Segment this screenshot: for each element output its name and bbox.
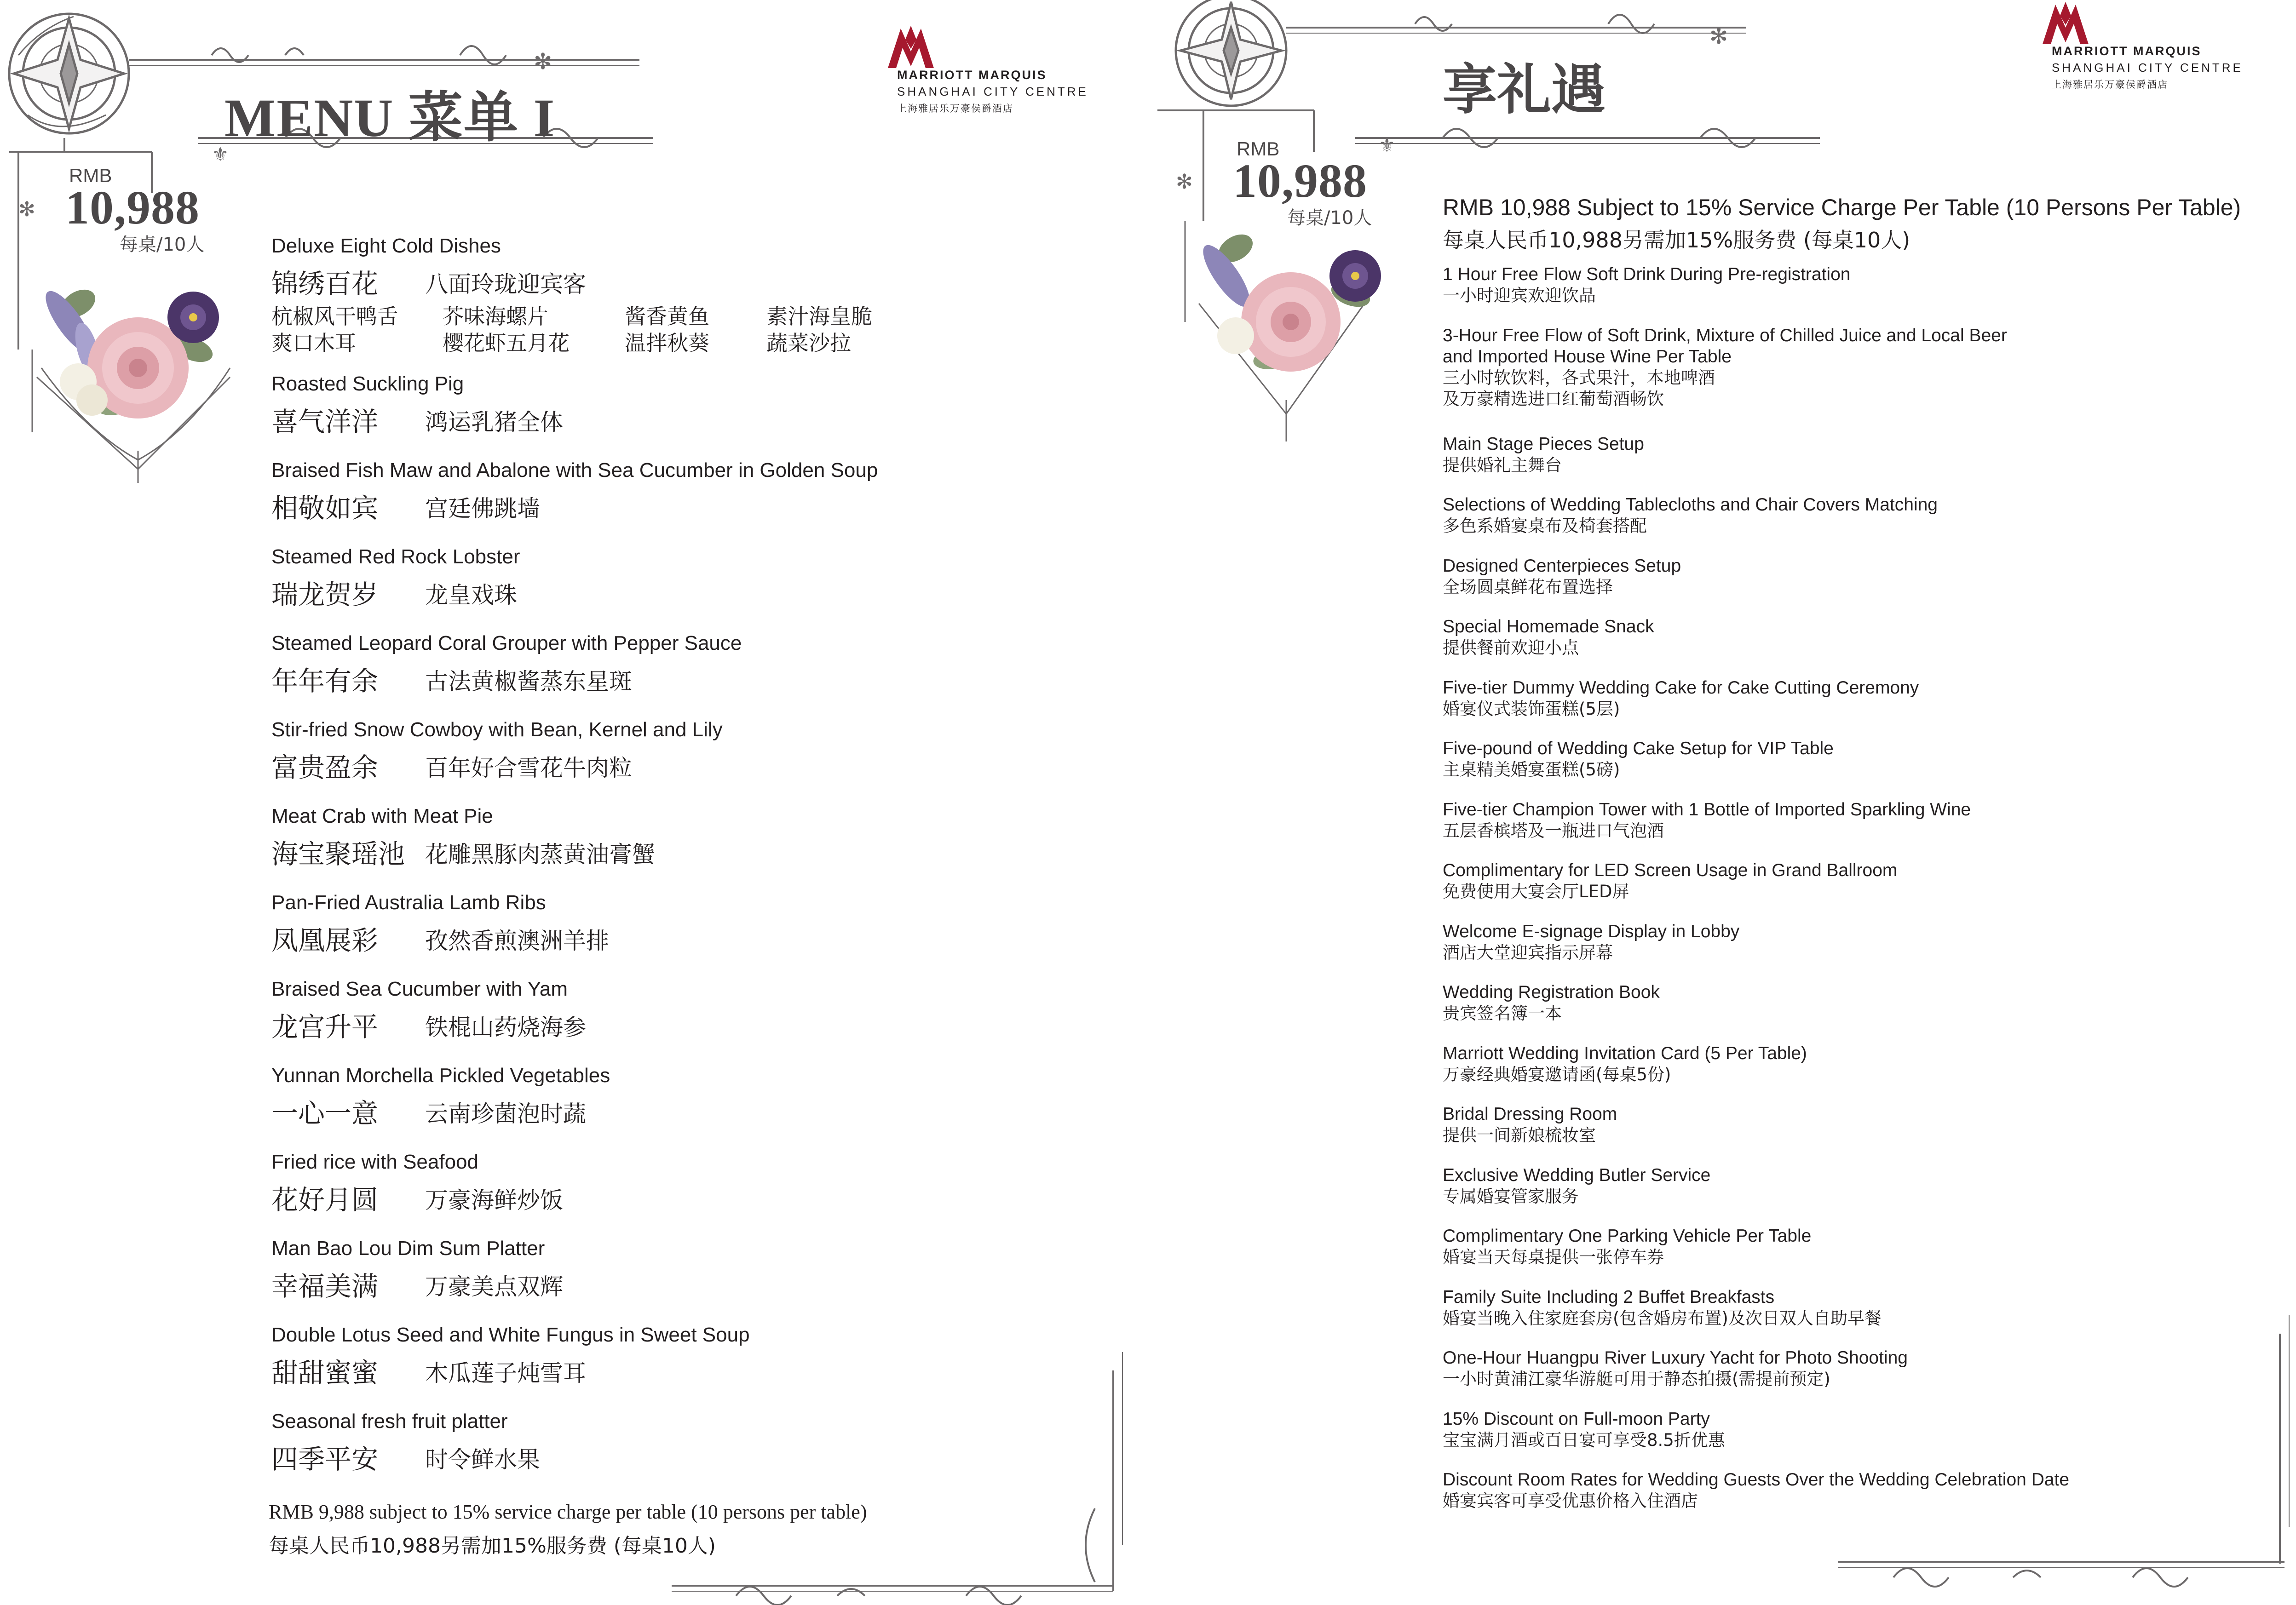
cold-dish-item: 温拌秋葵 <box>625 331 709 355</box>
perk-chinese: 贵宾签名簿一本 <box>1443 1003 1562 1023</box>
dish-chinese-name: 富贵盈余 <box>271 752 379 783</box>
perk-chinese: 提供婚礼主舞台 <box>1443 455 1562 475</box>
perk-item <box>1443 494 2225 556</box>
perk-item <box>1443 434 2225 495</box>
perk-chinese: 五层香槟塔及一瓶进口气泡酒 <box>1443 820 1664 841</box>
perk-chinese: 婚宴宾客可享受优惠价格入住酒店 <box>1443 1491 1698 1511</box>
perk-chinese: 提供一间新娘梳妆室 <box>1443 1125 1596 1145</box>
dish-chinese-name: 一心一意 <box>271 1098 379 1129</box>
footer-price-chinese: 每桌人民币10,988另需加15%服务费 (每桌10人) <box>269 1534 716 1558</box>
dish-english-name: Fried rice with Seafood <box>271 1151 478 1173</box>
dish-english-name: Steamed Leopard Coral Grouper with Pepper Sauce <box>271 632 742 654</box>
dish-english-name: Steamed Red Rock Lobster <box>271 545 520 568</box>
perk-english: 15% Discount on Full-moon Party <box>1443 1409 1710 1429</box>
dish-english-name: Braised Fish Maw and Abalone with Sea Cucumber in Golden Soup <box>271 459 878 482</box>
dish-english-name: Man Bao Lou Dim Sum Platter <box>271 1237 545 1260</box>
perk-item <box>1443 677 2225 739</box>
menu-price-footer <box>269 1500 867 1559</box>
perk-chinese: 婚宴当天每桌提供一张停车券 <box>1443 1247 1664 1267</box>
perk-item <box>1443 1226 2225 1287</box>
perk-item <box>1443 982 2225 1043</box>
perk-english: One-Hour Huangpu River Luxury Yacht for Photo Shooting <box>1443 1348 1908 1368</box>
menu-dish <box>271 545 961 632</box>
brand-name: MARRIOTT MARQUIS <box>897 68 1047 82</box>
menu-dish-cold-dishes <box>271 235 961 373</box>
footer-price-english: RMB 9,988 subject to 15% service charge per table (10 persons per table) <box>269 1501 867 1523</box>
menu-dish <box>271 1410 961 1496</box>
dish-chinese-desc: 花雕黑豚肉蒸黄油膏蟹 <box>425 841 655 868</box>
menu-dish <box>271 891 961 978</box>
dish-english-name: Meat Crab with Meat Pie <box>271 805 493 827</box>
brand-name: MARRIOTT MARQUIS <box>2052 44 2202 58</box>
dish-english-name: Yunnan Morchella Pickled Vegetables <box>271 1064 610 1087</box>
perk-english: Five-tier Champion Tower with 1 Bottle of Imported Sparkling Wine <box>1443 799 1971 820</box>
marriott-m-icon <box>2038 0 2093 46</box>
perk-item <box>1443 1469 2225 1530</box>
brand-chinese-name: 上海雅居乐万豪侯爵酒店 <box>897 103 1013 114</box>
perk-english: Discount Room Rates for Wedding Guests Over the Wedding Celebration Date <box>1443 1470 2070 1490</box>
brand-chinese-name: 上海雅居乐万豪侯爵酒店 <box>2052 79 2168 90</box>
dish-chinese-name: 龙宫升平 <box>271 1011 379 1043</box>
cold-dish-item: 爽口木耳 <box>271 331 356 355</box>
cold-dish-item: 素汁海皇脆 <box>766 304 872 329</box>
perk-item <box>1443 616 2225 677</box>
svg-text:⚜: ⚜ <box>212 143 229 165</box>
cold-dish-item: 杭椒风干鸭舌 <box>271 304 398 329</box>
dish-chinese-name: 四季平安 <box>271 1444 379 1475</box>
dish-english-name: Stir-fried Snow Cowboy with Bean, Kernel and Lily <box>271 718 723 741</box>
svg-text:✻: ✻ <box>18 198 35 221</box>
perk-item <box>1443 1409 2225 1470</box>
price-amount: 10,988 <box>1233 155 1367 207</box>
dish-chinese-desc: 八面玲珑迎宾客 <box>425 271 586 298</box>
perk-chinese: 婚宴仪式装饰蛋糕(5层) <box>1443 699 1620 719</box>
price-per-table: 每桌/10人 <box>120 234 205 255</box>
perk-english: 3-Hour Free Flow of Soft Drink, Mixture of Chilled Juice and Local Beer <box>1443 325 2007 345</box>
dish-chinese-desc: 万豪海鲜炒饭 <box>425 1187 563 1214</box>
dish-english-name: Deluxe Eight Cold Dishes <box>271 235 501 257</box>
perk-item <box>1443 1043 2225 1104</box>
menu-dish <box>271 459 961 545</box>
dish-chinese-name: 瑞龙贺岁 <box>271 579 379 610</box>
dish-chinese-desc: 万豪美点双辉 <box>425 1273 563 1300</box>
perks-price-chinese: 每桌人民币10,988另需加15%服务费 (每桌10人) <box>1443 228 1910 252</box>
dish-chinese-desc: 云南珍菌泡时蔬 <box>425 1101 586 1127</box>
perk-item <box>1443 556 2225 617</box>
dish-chinese-desc: 时令鲜水果 <box>425 1446 540 1473</box>
perk-english: Family Suite Including 2 Buffet Breakfasts <box>1443 1287 1775 1307</box>
dish-chinese-desc: 龙皇戏珠 <box>425 582 517 608</box>
dish-chinese-name: 甜甜蜜蜜 <box>271 1357 379 1388</box>
dish-english-name: Roasted Suckling Pig <box>271 373 464 395</box>
menu-title: MENU 菜单 I <box>224 88 556 148</box>
perk-item <box>1443 860 2225 921</box>
perk-chinese-line2: 及万豪精选进口红葡萄酒畅饮 <box>1443 389 1664 409</box>
perk-chinese: 万豪经典婚宴邀请函(每桌5份) <box>1443 1064 1671 1084</box>
dish-chinese-desc: 孜然香煎澳洲羊排 <box>425 928 609 954</box>
perks-list <box>1443 264 2225 1530</box>
perk-chinese: 提供餐前欢迎小点 <box>1443 638 1579 658</box>
price-currency: RMB <box>69 165 112 186</box>
perk-item <box>1443 1347 2225 1409</box>
brand-location: SHANGHAI CITY CENTRE <box>897 85 1088 98</box>
dish-chinese-name: 海宝聚瑶池 <box>271 838 405 870</box>
perk-english: Welcome E-signage Display in Lobby <box>1443 921 1740 941</box>
price-currency: RMB <box>1237 138 1280 160</box>
perk-english: Five-pound of Wedding Cake Setup for VIP Table <box>1443 739 1834 758</box>
dish-chinese-desc: 百年好合雪花牛肉粒 <box>425 755 632 781</box>
perk-english: Designed Centerpieces Setup <box>1443 556 1681 576</box>
menu-dish <box>271 1324 961 1410</box>
dish-english-name: Seasonal fresh fruit platter <box>271 1410 508 1433</box>
perk-english: Selections of Wedding Tablecloths and Chair Covers Matching <box>1443 495 1938 515</box>
perk-english: Main Stage Pieces Setup <box>1443 434 1644 454</box>
perk-chinese: 婚宴当晚入住家庭套房(包含婚房布置)及次日双人自助早餐 <box>1443 1308 1882 1328</box>
dish-chinese-desc: 古法黄椒酱蒸东星斑 <box>425 668 632 695</box>
dish-english-name: Pan-Fried Australia Lamb Ribs <box>271 891 546 914</box>
perk-item <box>1443 264 2225 325</box>
perk-english: Marriott Wedding Invitation Card (5 Per Table) <box>1443 1043 1807 1063</box>
perk-item <box>1443 921 2225 982</box>
perk-item <box>1443 325 2225 434</box>
price-amount: 10,988 <box>65 181 200 234</box>
perk-chinese: 酒店大堂迎宾指示屏幕 <box>1443 942 1613 963</box>
perk-chinese: 免费使用大宴会厅LED屏 <box>1443 882 1629 901</box>
menu-dish <box>271 978 961 1064</box>
dish-chinese-desc: 木瓜莲子炖雪耳 <box>425 1360 586 1387</box>
dish-chinese-name: 相敬如宾 <box>271 493 379 524</box>
perk-english: Special Homemade Snack <box>1443 617 1654 636</box>
perk-chinese: 一小时黄浦江豪华游艇可用于静态拍摄(需提前预定) <box>1443 1369 1830 1389</box>
dish-english-name: Braised Sea Cucumber with Yam <box>271 978 568 1000</box>
perk-english: Exclusive Wedding Butler Service <box>1443 1165 1711 1185</box>
perk-chinese: 专属婚宴管家服务 <box>1443 1186 1579 1206</box>
menu-dish <box>271 373 961 459</box>
dish-chinese-name: 锦绣百花 <box>271 268 379 299</box>
perks-price-header <box>1443 194 2241 254</box>
perk-english-line2: and Imported House Wine Per Table <box>1443 346 1732 367</box>
dish-chinese-name: 花好月圆 <box>271 1184 379 1215</box>
perk-chinese: 宝宝满月酒或百日宴可享受8.5折优惠 <box>1443 1430 1725 1450</box>
menu-dish <box>271 1237 961 1324</box>
svg-text:✻: ✻ <box>534 50 552 74</box>
menu-dish-list <box>271 235 961 1496</box>
perks-price-english: RMB 10,988 Subject to 15% Service Charge Per Table (10 Persons Per Table) <box>1443 195 2241 220</box>
svg-text:✻: ✻ <box>1709 24 1728 49</box>
perk-item <box>1443 1165 2225 1226</box>
perk-item <box>1443 799 2225 860</box>
menu-dish <box>271 718 961 805</box>
dish-chinese-desc: 鸿运乳猪全体 <box>425 409 563 436</box>
marriott-m-icon <box>883 24 938 70</box>
perk-english: 1 Hour Free Flow Soft Drink During Pre-registration <box>1443 264 1851 284</box>
menu-dish <box>271 805 961 891</box>
perk-english: Complimentary for LED Screen Usage in Grand Ballroom <box>1443 860 1898 880</box>
perk-chinese: 主桌精美婚宴蛋糕(5磅) <box>1443 760 1620 780</box>
brand-location: SHANGHAI CITY CENTRE <box>2052 61 2243 75</box>
svg-text:⚜: ⚜ <box>1378 134 1396 156</box>
perk-item <box>1443 738 2225 799</box>
perk-item <box>1443 1287 2225 1348</box>
perk-english: Wedding Registration Book <box>1443 982 1660 1002</box>
dish-chinese-desc: 铁棍山药烧海参 <box>425 1014 586 1041</box>
perk-chinese: 多色系婚宴桌布及椅套搭配 <box>1443 516 1647 536</box>
menu-dish <box>271 632 961 718</box>
perk-chinese: 三小时软饮料，各式果汁，本地啤酒 <box>1443 367 1715 388</box>
dish-chinese-name: 幸福美满 <box>271 1271 379 1302</box>
cold-dish-item: 樱花虾五月花 <box>443 331 570 355</box>
dish-chinese-name: 喜气洋洋 <box>271 406 379 437</box>
cold-dish-item: 酱香黄鱼 <box>625 304 709 329</box>
perk-english: Complimentary One Parking Vehicle Per Table <box>1443 1226 1812 1246</box>
perk-english: Bridal Dressing Room <box>1443 1104 1617 1124</box>
dish-english-name: Double Lotus Seed and White Fungus in Sweet Soup <box>271 1324 750 1346</box>
perk-item <box>1443 1104 2225 1165</box>
dish-chinese-desc: 宫廷佛跳墙 <box>425 495 540 522</box>
menu-dish <box>271 1151 961 1237</box>
price-per-table: 每桌/10人 <box>1287 207 1372 229</box>
perk-chinese: 全场圆桌鲜花布置选择 <box>1443 577 1613 597</box>
svg-text:✻: ✻ <box>1176 171 1193 193</box>
cold-dish-item: 蔬菜沙拉 <box>766 331 851 355</box>
perks-page <box>1148 0 2296 1605</box>
dish-chinese-name: 凤凰展彩 <box>271 925 379 956</box>
perk-english: Five-tier Dummy Wedding Cake for Cake Cutting Ceremony <box>1443 677 1919 698</box>
perks-title: 享礼遇 <box>1443 58 1606 121</box>
dish-chinese-name: 年年有余 <box>271 665 379 697</box>
menu-dish <box>271 1064 961 1151</box>
perk-chinese: 一小时迎宾欢迎饮品 <box>1443 286 1596 305</box>
cold-dish-item: 芥味海螺片 <box>443 304 548 329</box>
